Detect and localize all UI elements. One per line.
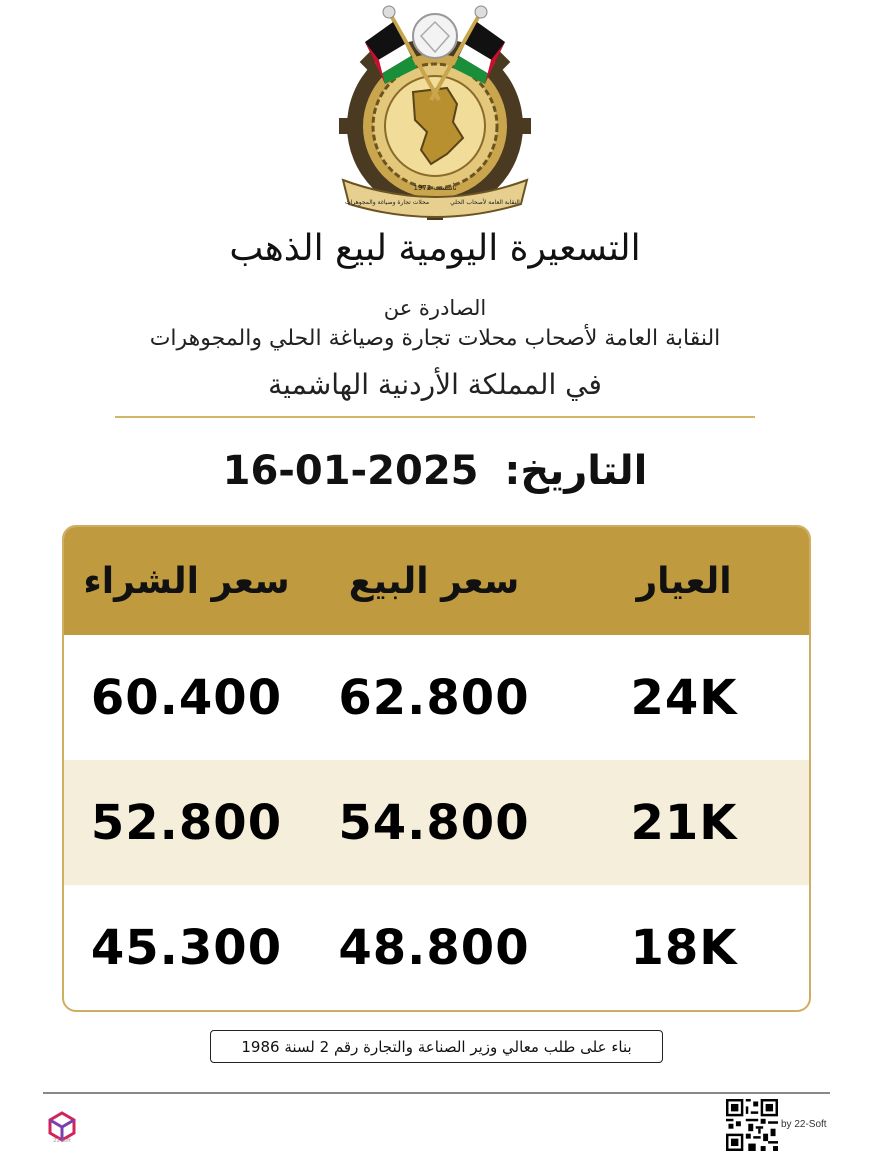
brand-small-text: 22-soft <box>53 1138 71 1144</box>
issued-by-label: الصادرة عن <box>383 296 487 320</box>
union-name: النقابة العامة لأصحاب محلات تجارة وصياغة الحلي والمجوهرات <box>149 326 721 351</box>
date-label: التاريخ: <box>504 448 648 494</box>
table-row <box>64 635 809 760</box>
price-table <box>62 525 811 1012</box>
table-row <box>64 885 809 1010</box>
qr-code-icon[interactable] <box>726 1099 778 1151</box>
buy-price-cell: 52.800 <box>90 794 283 851</box>
sell-price-cell: 48.800 <box>338 919 530 976</box>
logo-year-text: تأسست 1972 <box>413 184 457 192</box>
karat-cell: 18K <box>630 919 738 976</box>
table-row <box>64 760 809 885</box>
header-divider <box>115 416 755 418</box>
date-row <box>0 448 870 494</box>
logo-ribbon-left: محلات تجارة وصياغة والمجوهرات <box>344 199 430 206</box>
sell-price-cell: 62.800 <box>338 669 530 726</box>
kingdom-name: في المملكة الأردنية الهاشمية <box>268 368 602 401</box>
footer-divider <box>43 1092 830 1094</box>
buy-price-cell: 60.400 <box>90 669 283 726</box>
header-sell-price: سعر البيع <box>348 560 520 602</box>
header-karat: العيار <box>636 560 732 602</box>
karat-cell: 21K <box>630 794 738 851</box>
by-22-soft-text[interactable]: by 22-Soft <box>781 1119 827 1130</box>
header-buy-price: سعر الشراء <box>83 560 290 602</box>
union-logo <box>335 4 535 226</box>
date-value: 16-01-2025 <box>222 448 479 494</box>
logo-ribbon-right: النقابة العامة لأصحاب الحلي <box>450 199 520 206</box>
sell-price-cell: 54.800 <box>338 794 530 851</box>
karat-cell: 24K <box>630 669 738 726</box>
buy-price-cell: 45.300 <box>90 919 283 976</box>
page-title: التسعيرة اليومية لبيع الذهب <box>229 228 641 269</box>
legal-note: بناء على طلب معالي وزير الصناعة والتجارة رقم 2 لسنة 1986 <box>210 1030 663 1063</box>
table-header-row <box>64 527 809 635</box>
